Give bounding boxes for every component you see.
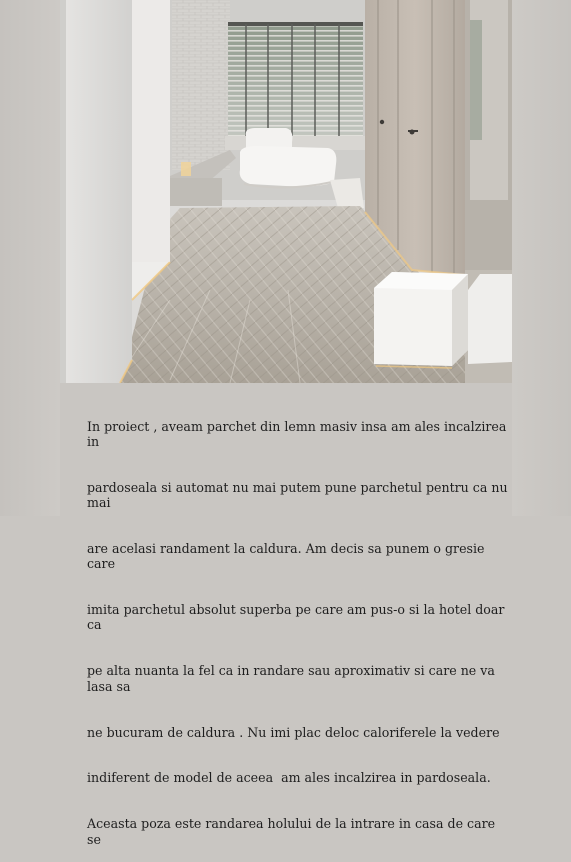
- caption-line: imita parchetul absolut superba pe care am pus-o si la hotel doar ca: [87, 602, 509, 633]
- caption-line: In proiect , aveam parchet din lemn masiv insa am ales incalzirea in: [87, 418, 511, 449]
- caption-line: indiferent de model de aceea am ales incalzirea in pardoseala.: [87, 770, 491, 786]
- caption-line: ne bucuram de caldura . Nu imi plac deloc caloriferele la vedere: [87, 724, 500, 740]
- hallway-photo: [60, 0, 512, 383]
- post-caption: [87, 388, 512, 862]
- caption-line: Aceasta poza este randarea holului de la intrare in casa de care se: [87, 816, 500, 847]
- left-backdrop: [0, 0, 60, 516]
- caption-line: pardoseala si automat nu mai putem pune parchetul pentru ca nu mai: [87, 479, 512, 511]
- right-backdrop: [512, 0, 571, 516]
- caption-line: are acelasi randament la caldura. Am decis sa punem o gresie care: [87, 540, 489, 572]
- hallway-render-image: [60, 0, 512, 383]
- caption-line: pe alta nuanta la fel ca in randare sau aproximativ si care ne va lasa sa: [87, 663, 499, 694]
